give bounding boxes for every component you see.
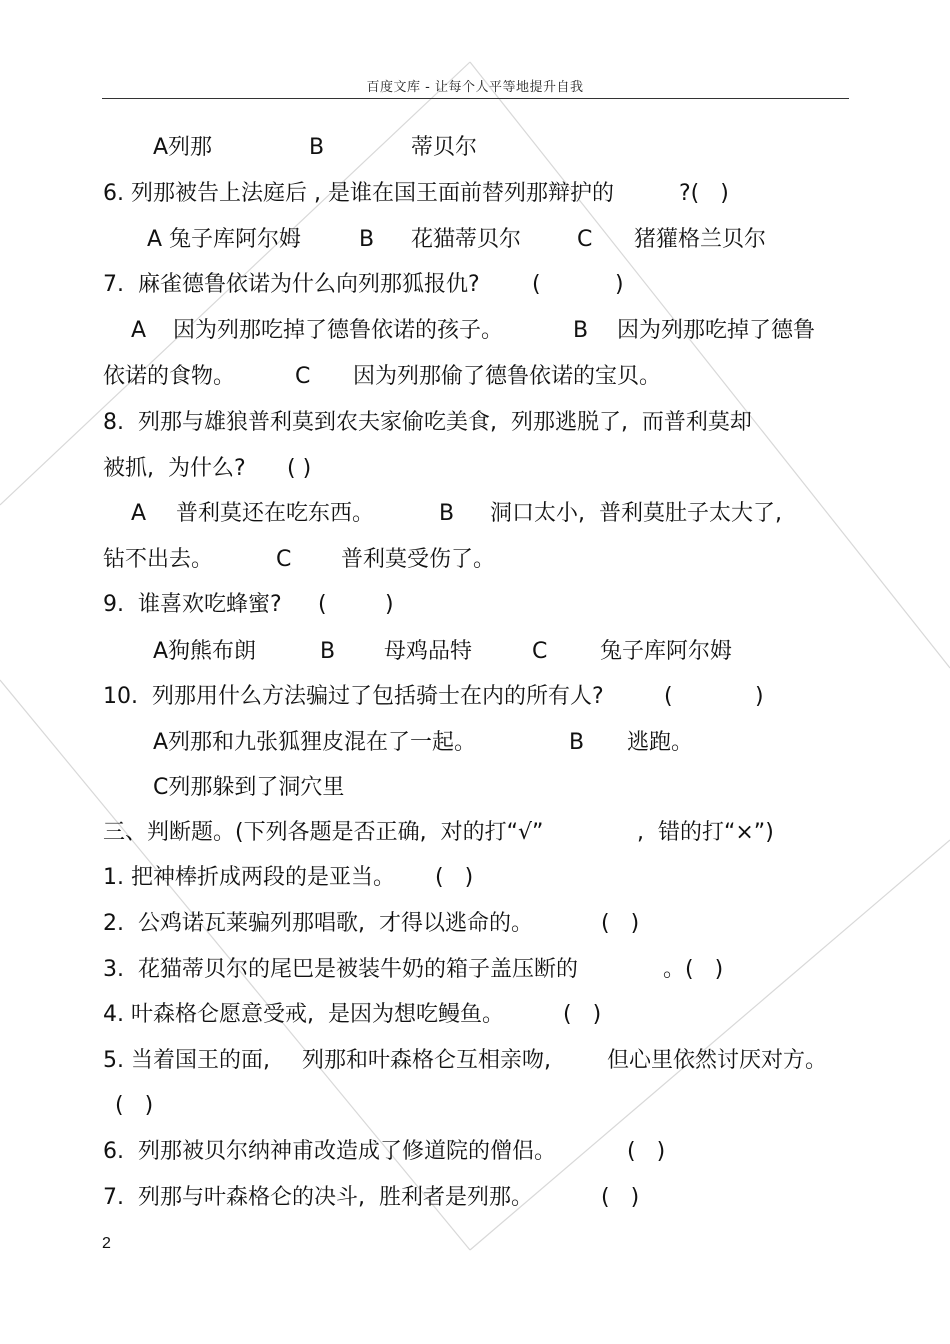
option-text: 母鸡品特 bbox=[384, 639, 473, 664]
paren-open: ( bbox=[664, 684, 673, 709]
option-text-continued: 依诺的食物。 bbox=[103, 364, 236, 389]
paren-open: ( bbox=[532, 272, 541, 297]
option-text: 因为列那吃掉了德鲁依诺的孩子。 bbox=[173, 318, 504, 343]
statement-5-part: 但心里依然讨厌对方。 bbox=[607, 1048, 828, 1073]
option-c: C bbox=[532, 639, 548, 664]
answer-blank: ( ) bbox=[601, 911, 640, 936]
option-a: A bbox=[131, 501, 147, 526]
question-10: 10. 列那用什么方法骗过了包括骑士在内的所有人? bbox=[103, 684, 604, 709]
page-header: 百度文库 - 让每个人平等地提升自我 bbox=[366, 80, 584, 95]
option-text: 普利莫受伤了。 bbox=[341, 547, 496, 572]
option-text: 猪獾格兰贝尔 bbox=[634, 227, 767, 252]
option-text: 因为列那偷了德鲁依诺的宝贝。 bbox=[353, 364, 662, 389]
statement-3: 3. 花猫蒂贝尔的尾巴是被装牛奶的箱子盖压断的 bbox=[103, 957, 578, 982]
question-6: 6. 列那被告上法庭后 , 是谁在国王面前替列那辩护的 bbox=[103, 181, 614, 206]
answer-blank: ( ) bbox=[435, 865, 474, 890]
option-b: B bbox=[573, 318, 589, 343]
option-text: 逃跑。 bbox=[627, 730, 694, 755]
option-text: 洞口太小, 普利莫肚子太大了, bbox=[490, 501, 782, 526]
question-8: 8. 列那与雄狼普利莫到农夫家偷吃美食, 列那逃脱了, 而普利莫却 bbox=[103, 410, 752, 435]
option-b: B bbox=[439, 501, 455, 526]
answer-blank: 。( ) bbox=[663, 957, 724, 982]
option-c: C bbox=[276, 547, 292, 572]
answer-blank: ( ) bbox=[627, 1139, 666, 1164]
question-9: 9. 谁喜欢吃蜂蜜? bbox=[103, 592, 282, 617]
option-a: A列那 bbox=[153, 135, 213, 160]
page-number: 2 bbox=[102, 1235, 111, 1252]
answer-blank: ?( ) bbox=[679, 181, 729, 206]
option-a: A bbox=[131, 318, 147, 343]
question-7: 7. 麻雀德鲁依诺为什么向列那狐报仇? bbox=[103, 272, 480, 297]
option-text-continued: 钻不出去。 bbox=[103, 547, 214, 572]
statement-2: 2. 公鸡诺瓦莱骗列那唱歌, 才得以逃命的。 bbox=[103, 911, 533, 936]
statement-1: 1. 把神棒折成两段的是亚当。 bbox=[103, 865, 395, 890]
option-text: 兔子库阿尔姆 bbox=[600, 639, 733, 664]
option-b: B bbox=[359, 227, 375, 252]
option-text: 普利莫还在吃东西。 bbox=[176, 501, 375, 526]
section-heading-continued: , 错的打“×”) bbox=[637, 820, 774, 845]
paren-close: ) bbox=[615, 272, 624, 297]
option-b: B bbox=[309, 135, 325, 160]
statement-4: 4. 叶森格仑愿意受戒, 是因为想吃鳗鱼。 bbox=[103, 1002, 504, 1027]
header-rule bbox=[102, 98, 849, 99]
option-text: 花猫蒂贝尔 bbox=[411, 227, 522, 252]
statement-5: 5. 当着国王的面, bbox=[103, 1048, 270, 1073]
option-text: 因为列那吃掉了德鲁 bbox=[617, 318, 816, 343]
option-a: A 兔子库阿尔姆 bbox=[147, 227, 302, 252]
answer-blank: ( ) bbox=[563, 1002, 602, 1027]
option-text: 蒂贝尔 bbox=[411, 135, 478, 160]
paren-close: ) bbox=[755, 684, 764, 709]
option-a: A列那和九张狐狸皮混在了一起。 bbox=[153, 730, 477, 755]
answer-blank: ( ) bbox=[115, 1093, 154, 1118]
option-a: A狗熊布朗 bbox=[153, 639, 257, 664]
statement-5-part: 列那和叶森格仑互相亲吻, bbox=[302, 1048, 551, 1073]
answer-blank: ( ) bbox=[601, 1185, 640, 1210]
statement-6: 6. 列那被贝尔纳神甫改造成了修道院的僧侣。 bbox=[103, 1139, 556, 1164]
option-b: B bbox=[320, 639, 336, 664]
option-c: C bbox=[577, 227, 593, 252]
statement-7: 7. 列那与叶森格仑的决斗, 胜利者是列那。 bbox=[103, 1185, 533, 1210]
option-c: C列那躲到了洞穴里 bbox=[153, 775, 345, 800]
option-b: B bbox=[569, 730, 585, 755]
paren-open: ( bbox=[318, 592, 327, 617]
answer-blank: ( ) bbox=[287, 456, 312, 481]
paren-close: ) bbox=[385, 592, 394, 617]
option-c: C bbox=[295, 364, 311, 389]
section-heading: 三、判断题。(下列各题是否正确, 对的打“√” bbox=[103, 820, 544, 845]
question-8-continued: 被抓, 为什么? bbox=[103, 456, 246, 481]
